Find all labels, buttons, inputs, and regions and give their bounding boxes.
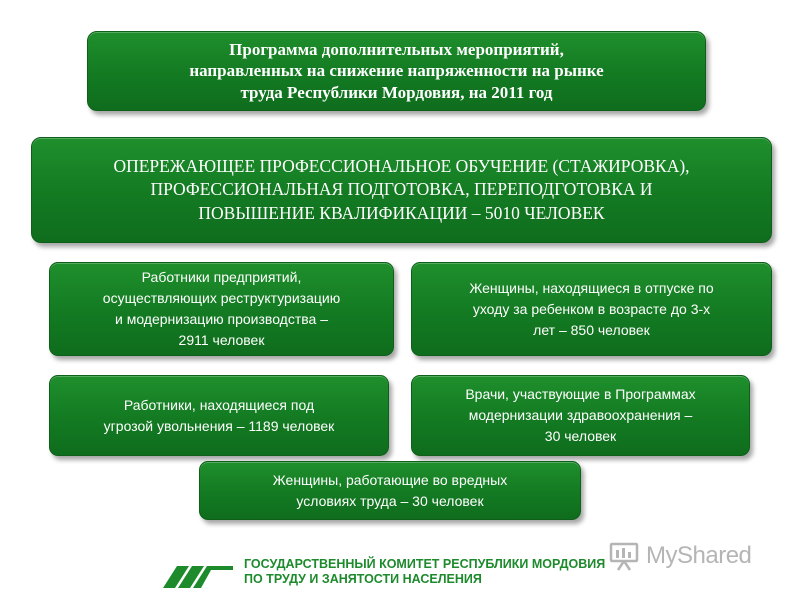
main-program-line: ОПЕРЕЖАЮЩЕЕ ПРОФЕССИОНАЛЬНОЕ ОБУЧЕНИЕ (СТАЖИРОВКА), [113, 155, 690, 176]
category-box-women-on-leave [411, 262, 772, 356]
program-title-line: Программа дополнительных мероприятий, [229, 39, 564, 59]
program-title-line: направленных на снижение напряженности на рынке [189, 61, 604, 81]
main-program-line: ПОВЫШЕНИЕ КВАЛИФИКАЦИИ – 5010 ЧЕЛОВЕК [198, 202, 605, 223]
committee-name-line: ПО ТРУДУ И ЗАНЯТОСТИ НАСЕЛЕНИЯ [244, 572, 482, 587]
category-text [104, 395, 335, 437]
main-program-line: ПРОФЕССИОНАЛЬНАЯ ПОДГОТОВКА, ПЕРЕПОДГОТОВКА И [150, 179, 653, 200]
category-box-enterprise-workers [49, 262, 394, 356]
category-line: модернизации здравоохранения – [468, 407, 693, 423]
watermark-text: MyShared [646, 542, 752, 569]
committee-name-line: ГОСУДАРСТВЕННЫЙ КОМИТЕТ РЕСПУБЛИКИ МОРДОВИЯ [244, 557, 606, 571]
main-program-text [113, 155, 689, 225]
category-text [469, 278, 713, 341]
category-line: и модернизацию производства – [114, 311, 328, 327]
category-line: лет – 850 человек [533, 321, 650, 338]
category-box-workers-at-risk [49, 375, 389, 456]
category-text [465, 384, 695, 447]
category-box-women-hazardous [199, 461, 581, 520]
presentation-board-icon [608, 541, 640, 571]
committee-logo-icon [163, 560, 233, 588]
myshared-watermark [608, 540, 788, 572]
category-box-doctors [411, 375, 750, 456]
category-line: Работники предприятий, [141, 269, 302, 285]
category-line: 2911 человек [178, 332, 265, 348]
category-text [103, 267, 340, 351]
category-line: условиях труда – 30 человек [296, 492, 484, 509]
category-line: Женщины, находящиеся в отпуске по [469, 279, 714, 296]
category-text [273, 470, 507, 512]
category-line: 30 человек [544, 428, 617, 444]
category-line: угрозой увольнения – 1189 человек [103, 417, 335, 434]
category-line: Работники, находящиеся под [123, 396, 315, 413]
program-title [189, 39, 603, 104]
category-line: Врачи, участвующие в Программах [465, 386, 696, 402]
category-line: уходу за ребенком в возрасте до 3-х [472, 300, 711, 317]
program-title-line: труда Республики Мордовия, на 2011 год [240, 82, 553, 102]
committee-name [244, 557, 644, 588]
main-program-box [31, 137, 772, 243]
category-line: Женщины, работающие во вредных [272, 471, 508, 488]
category-line: осуществляющих реструктуризацию [102, 290, 341, 306]
program-title-box [87, 31, 706, 111]
